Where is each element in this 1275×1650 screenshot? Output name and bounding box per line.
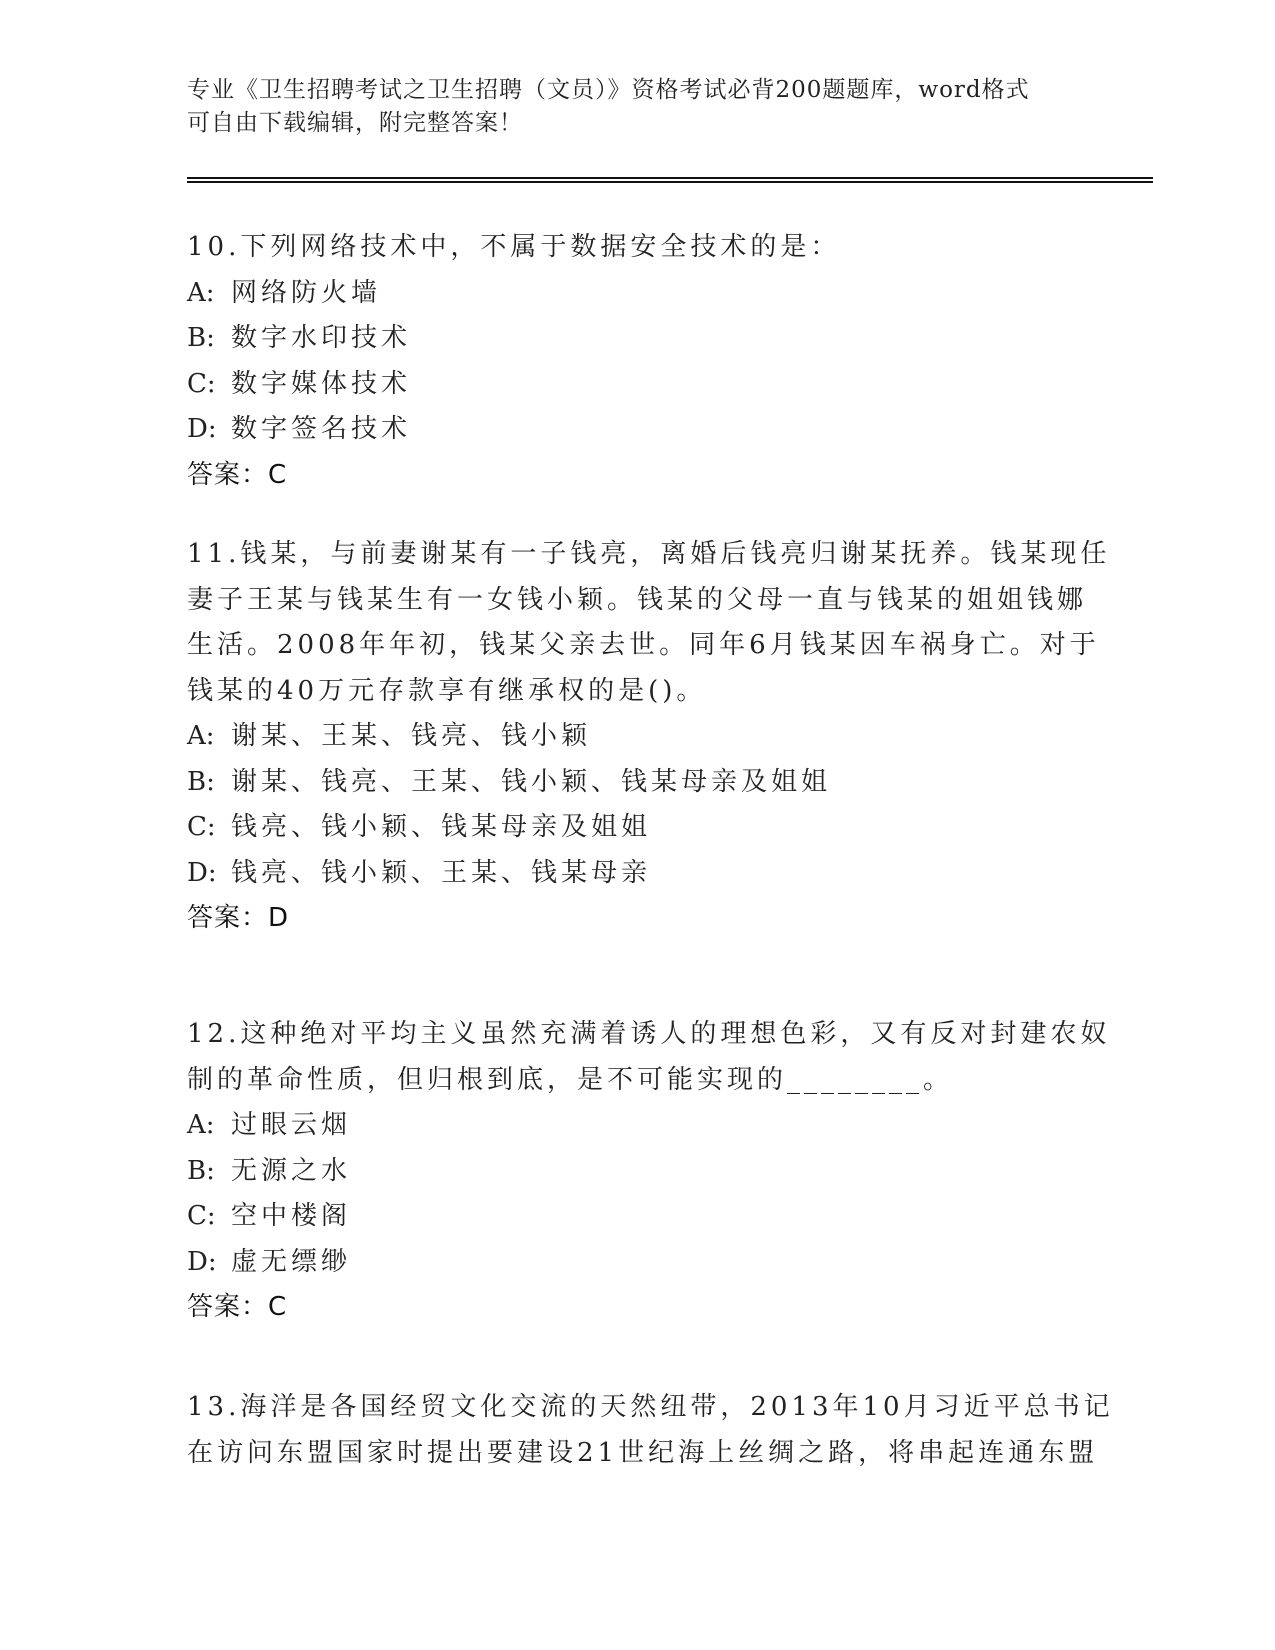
option-d	[187, 407, 1087, 453]
option-c	[187, 805, 1087, 851]
option-letter: B:	[187, 766, 215, 797]
question-item	[187, 1012, 1111, 1331]
option-b	[187, 316, 1087, 362]
answer-label: 答案：	[187, 1292, 269, 1322]
answer-value: C	[268, 459, 288, 490]
question-text: 钱某的40万元存款享有继承权的是()。	[187, 675, 707, 706]
option-letter: D:	[187, 1246, 217, 1277]
option-a	[187, 714, 1087, 760]
document-header	[187, 74, 1087, 140]
option-letter: B:	[187, 1155, 215, 1186]
option-text: 过眼云烟	[231, 1110, 352, 1140]
option-letter: C:	[187, 368, 216, 399]
header-divider-bottom	[187, 181, 1153, 183]
option-letter: A:	[187, 277, 215, 308]
option-text: 钱亮、钱小颖、钱某母亲及姐姐	[231, 812, 652, 842]
option-text: 虚无缥缈	[231, 1246, 352, 1277]
question-item	[187, 532, 1111, 942]
option-c	[187, 1194, 1087, 1240]
option-letter: C:	[187, 1201, 216, 1231]
question-text: 12.这种绝对平均主义虽然充满着诱人的理想色彩，又有反对封建农奴	[187, 1019, 1111, 1049]
option-c	[187, 362, 1087, 408]
answer-value: D	[268, 903, 290, 933]
option-text: 无源之水	[231, 1155, 352, 1186]
option-letter: A:	[187, 1110, 215, 1140]
option-text: 空中楼阁	[231, 1201, 352, 1231]
option-text: 网络防火墙	[231, 277, 382, 308]
option-b	[187, 1149, 1087, 1195]
header-divider-top	[187, 177, 1153, 179]
question-item	[187, 225, 1087, 498]
question-text: 10.下列网络技术中，不属于数据安全技术的是：	[187, 232, 841, 262]
question-text: 11.钱某，与前妻谢某有一子钱亮，离婚后钱亮归谢某抚养。钱某现任	[187, 539, 1111, 569]
option-b	[187, 760, 1087, 806]
option-a	[187, 1103, 1087, 1149]
option-d	[187, 851, 1087, 897]
question-text: 在访问东盟国家时提出要建设21世纪海上丝绸之路，将串起连通东盟	[187, 1437, 1099, 1468]
answer-line	[187, 896, 1087, 942]
option-text: 数字签名技术	[231, 414, 412, 444]
option-letter: A:	[187, 721, 215, 751]
option-d	[187, 1240, 1087, 1286]
option-text: 数字水印技术	[231, 323, 412, 353]
answer-label: 答案：	[187, 459, 269, 490]
option-a	[187, 271, 1087, 317]
option-text: 谢某、钱亮、王某、钱小颖、钱某母亲及姐姐	[231, 766, 832, 797]
question-item	[187, 1385, 1114, 1476]
header-line-2: 可自由下载编辑，附完整答案！	[187, 110, 523, 136]
question-text: 妻子王某与钱某生有一女钱小颖。钱某的父母一直与钱某的姐姐钱娜	[187, 584, 1088, 615]
answer-label: 答案：	[187, 903, 269, 933]
option-text: 钱亮、钱小颖、王某、钱某母亲	[231, 857, 652, 888]
answer-value: C	[268, 1292, 288, 1322]
option-letter: D:	[187, 857, 217, 888]
answer-line	[187, 453, 1087, 499]
answer-line	[187, 1285, 1087, 1331]
question-text: 制的革命性质，但归根到底，是不可能实现的________。	[187, 1064, 954, 1095]
option-text: 数字媒体技术	[231, 368, 412, 399]
option-text: 谢某、王某、钱亮、钱小颖	[231, 721, 592, 751]
question-text: 13.海洋是各国经贸文化交流的天然纽带，2013年10月习近平总书记	[187, 1392, 1114, 1422]
option-letter: B:	[187, 323, 215, 353]
header-line-1: 专业《卫生招聘考试之卫生招聘（文员）》资格考试必背200题题库，word格式	[187, 77, 1030, 103]
option-letter: C:	[187, 812, 216, 842]
option-letter: D:	[187, 414, 217, 444]
question-text: 生活。2008年年初，钱某父亲去世。同年6月钱某因车祸身亡。对于	[187, 630, 1100, 660]
